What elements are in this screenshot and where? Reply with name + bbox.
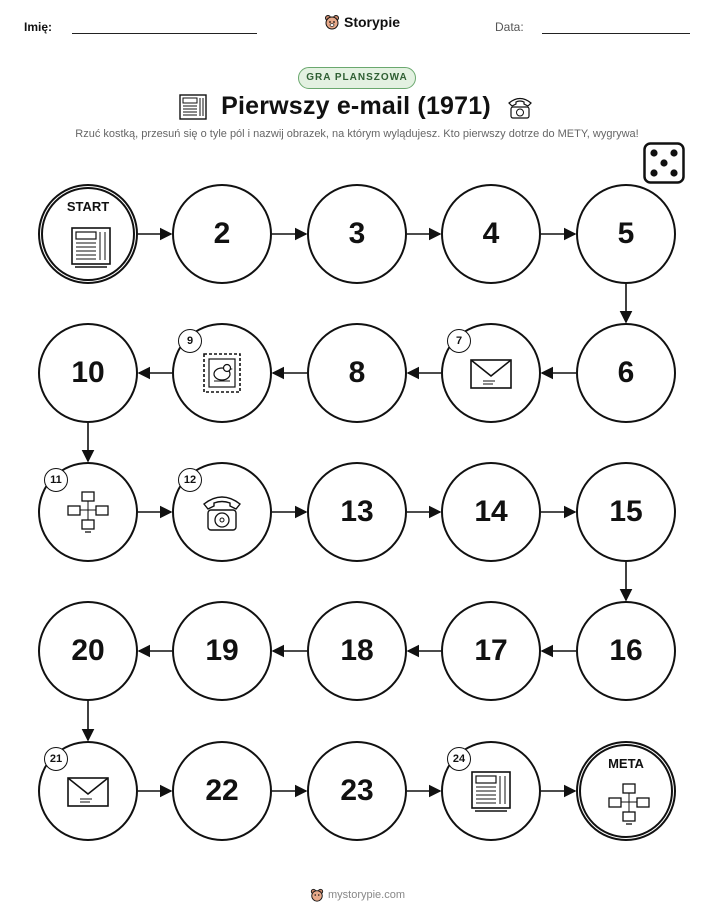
space-number-badge: 7 [447,329,471,353]
network-icon [66,490,110,534]
board-space-12 [172,462,272,562]
date-label: Data: [495,20,524,34]
game-type-badge: GRA PLANSZOWA [298,67,416,89]
footer-site: mystorypie.com [328,889,406,901]
space-number: 14 [474,495,508,528]
space-number: 10 [71,356,105,389]
space-number: 18 [340,634,374,667]
network-icon [607,782,651,826]
board-space-23 [307,741,407,841]
space-number: 19 [205,634,239,667]
board-space-14 [441,462,541,562]
space-number: 22 [205,774,239,807]
space-number: 2 [213,217,231,250]
board-space-5 [576,184,676,284]
board-space-19 [172,601,272,701]
board-space-17 [441,601,541,701]
space-number: 20 [71,634,105,667]
space-number-badge: 12 [178,468,202,492]
board-space-8 [307,323,407,423]
page-title: Pierwszy e-mail (1971) [221,92,491,120]
space-number-badge: 21 [44,747,68,771]
space-number: 16 [609,634,643,667]
stamp-icon [200,351,244,395]
board-space-21 [38,741,138,841]
computer-icon [69,225,113,269]
space-number: 3 [348,217,366,250]
board-space-16 [576,601,676,701]
brand-name: Storypie [344,14,401,30]
space-number-badge: 24 [447,747,471,771]
board-space-7 [441,323,541,423]
space-number: 8 [348,356,366,389]
space-number: 5 [617,217,635,250]
footer [310,888,405,902]
space-number: 15 [609,495,643,528]
envelope-icon [469,351,513,395]
computer-icon [469,769,513,813]
board-space-22 [172,741,272,841]
board-space-10 [38,323,138,423]
board-space-6 [576,323,676,423]
telephone-icon [200,490,244,534]
finish-label: META [608,756,644,771]
board-space-15 [576,462,676,562]
board-space-18 [307,601,407,701]
space-number: 6 [617,356,635,389]
finish-space [576,741,676,841]
start-space [38,184,138,284]
space-number: 13 [340,495,374,528]
space-number: 17 [474,634,508,667]
board-space-13 [307,462,407,562]
board-space-9 [172,323,272,423]
start-label: START [66,199,110,214]
space-number-badge: 9 [178,329,202,353]
board-space-2 [172,184,272,284]
envelope-icon [66,769,110,813]
bear-icon [310,888,324,902]
board-space-20 [38,601,138,701]
board-space-4 [441,184,541,284]
instructions: Rzuć kostką, przesuń się o tyle pól i nazwij obrazek, na którym wylądujesz. Kto pierwszy dotrze do METY, wygrywa! [75,128,639,140]
board-space-24 [441,741,541,841]
name-label: Imię: [24,20,53,34]
space-number: 4 [482,217,500,250]
space-number: 23 [340,774,374,807]
space-number-badge: 11 [44,468,68,492]
board-space-3 [307,184,407,284]
board-space-11 [38,462,138,562]
